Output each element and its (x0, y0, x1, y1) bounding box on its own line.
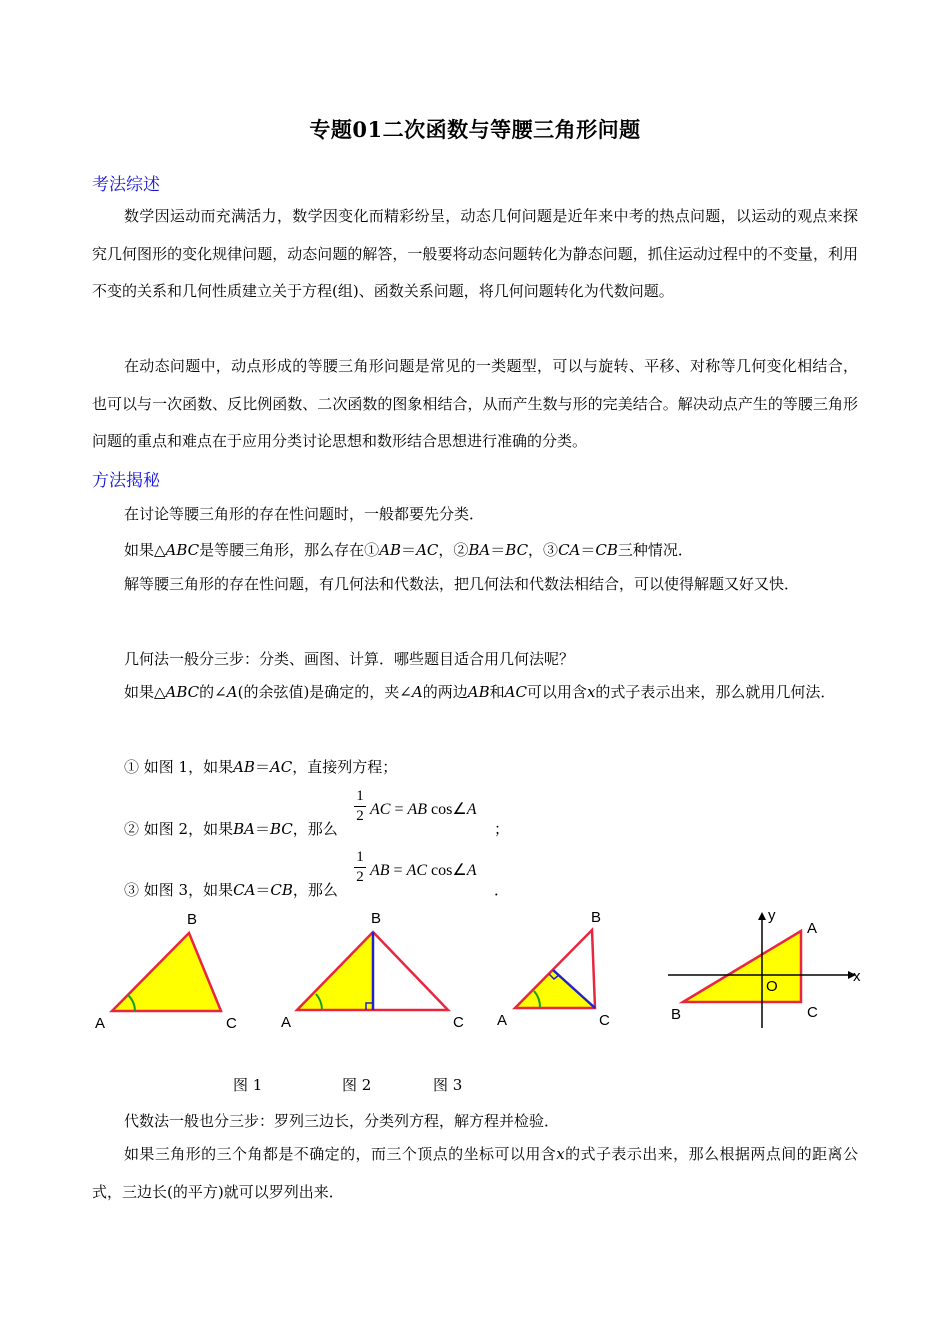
figure-4-label-c: C (807, 1004, 818, 1021)
method-line-1: 在讨论等腰三角形的存在性问题时，一般都要先分类． (124, 505, 485, 523)
caption-figure-3: 图 3 (433, 1076, 463, 1094)
figure-2-label-c: C (453, 1014, 464, 1031)
figure-3-fill (515, 970, 595, 1008)
method-line-2: 如果△ABC是等腰三角形，那么存在①AB＝AC，②BA＝BC，③CA＝CB三种情况． (124, 541, 693, 559)
figure-3-label-a: A (497, 1012, 508, 1029)
paragraph-method-7: 如果三角形的三个角都是不确定的，而三个顶点的坐标可以用含x的式子表示出来，那么根据两点间的距离公式，三边长(的平方)就可以罗列出来． (92, 1145, 858, 1201)
case-2-end: ； (494, 820, 510, 838)
paragraph-overview-1: 数学因运动而充满活力，数学因变化而精彩纷呈，动态几何问题是近年来中考的热点问题，以运动的观点来探究几何图形的变化规律问题，动态问题的解答，一般要将动态问题转化为静态问题，抓住运动过程中的不变量，利用不变的关系和几何性质建立关于方程(组)、函数关系问题，将几何问题转化为代数问题。 (92, 207, 858, 301)
figure-4-label-a: A (807, 920, 818, 937)
formula-2-fraction: 1 2 (354, 788, 366, 825)
formula-3-body: AB = AC cos∠A (370, 862, 477, 879)
paragraph-method-3: 解等腰三角形的存在性问题，有几何法和代数法，把几何法和代数法相结合，可以使得解题又好又快． (124, 575, 800, 593)
figure-1 (95, 911, 237, 1032)
formula-2-body: AC = AB cos∠A (370, 801, 477, 818)
figure-4-label-b: B (671, 1006, 682, 1023)
caption-figure-1: 图 1 (233, 1076, 263, 1094)
case-1-line: ① 如图 1，如果AB＝AC，直接列方程； (124, 758, 398, 776)
figure-2-label-b: B (371, 910, 382, 927)
paragraph-method-5: 如果△ABC的∠A(的余弦值)是确定的，夹∠A的两边AB和AC可以用含x的式子表示出来，那么就用几何法． (124, 683, 836, 701)
figure-4 (668, 907, 861, 1028)
figure-1-label-c: C (226, 1015, 237, 1032)
figure-3-label-b: B (591, 909, 602, 926)
figures-row (0, 900, 950, 1040)
figure-2-label-a: A (281, 1014, 292, 1031)
figure-1-triangle (112, 933, 221, 1011)
caption-figure-2: 图 2 (342, 1076, 372, 1094)
figure-4-y-arrow (758, 912, 766, 920)
figure-3-label-c: C (599, 1012, 610, 1029)
figure-4-triangle (683, 931, 801, 1002)
figure-4-label-x: x (853, 968, 861, 985)
page-title: 专题01二次函数与等腰三角形问题 (309, 117, 641, 142)
method-line-4: 几何法一般分三步：分类、画图、计算．哪些题目适合用几何法呢？ (124, 650, 575, 668)
case-3-line: ③ 如图 3，如果CA＝CB，那么 (124, 881, 338, 899)
section-heading-method: 方法揭秘 (92, 471, 160, 491)
figure-1-label-b: B (187, 911, 198, 928)
section-heading-overview: 考法综述 (92, 175, 160, 195)
paragraph-overview-2: 在动态问题中，动点形成的等腰三角形问题是常见的一类题型，可以与旋转、平移、对称等几何变化相结合，也可以与一次函数、反比例函数、二次函数的图象相结合，从而产生数与形的完美结合。解决动点产生的等腰三角形问题的重点和难点在于应用分类讨论思想和数形结合思想进行准确的分类。 (92, 357, 858, 451)
figure-4-label-o: O (766, 978, 778, 995)
case-2-line: ② 如图 2，如果BA＝BC，那么 (124, 820, 338, 838)
method-line-6: 代数法一般也分三步：罗列三边长，分类列方程，解方程并检验． (124, 1112, 560, 1130)
formula-3-fraction: 1 2 (354, 849, 366, 886)
figure-2 (281, 910, 464, 1031)
figure-1-label-a: A (95, 1015, 106, 1032)
figure-4-label-y: y (768, 907, 776, 924)
figure-3 (497, 909, 610, 1029)
case-3-end: ． (494, 881, 510, 899)
